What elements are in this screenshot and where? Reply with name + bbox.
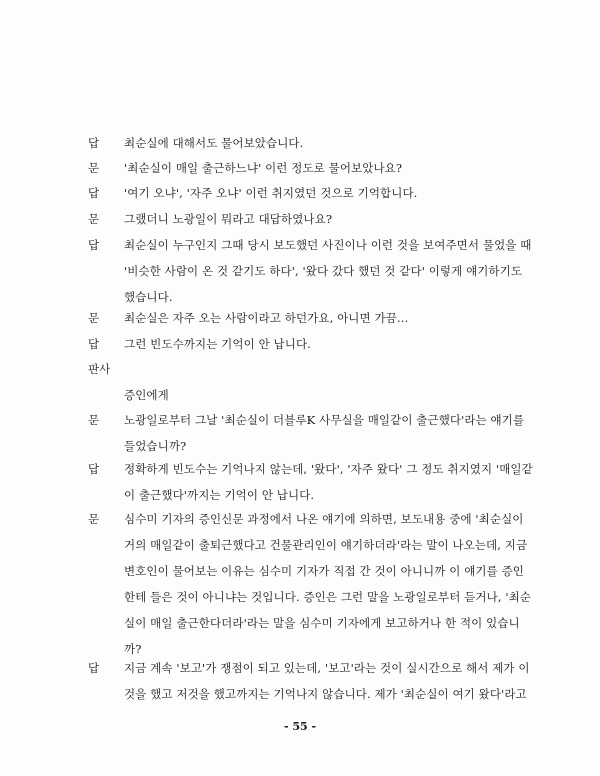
text-line: '최순실이 매일 출근하느냐' 이런 정도로 물어보았나요? [124, 161, 403, 175]
speaker-label: 답 [88, 462, 100, 476]
text-line: 심수미 기자의 증인신문 과정에서 나온 얘기에 의하면, 보도내용 중에 '최순실이 [124, 512, 524, 526]
speaker-label: 문 [88, 512, 100, 526]
text-line: 증인에게 [124, 388, 169, 402]
entry-text [124, 130, 528, 156]
speaker-label: 문 [88, 413, 100, 427]
text-line: 최순실은 자주 오는 사람이라고 하던가요, 아니면 가끔… [124, 311, 409, 325]
entry-text [124, 232, 532, 310]
speaker-label: 문 [88, 311, 100, 325]
text-line: 했습니다. [124, 290, 173, 304]
entry-text [124, 407, 528, 459]
entry-text [124, 456, 533, 508]
entry-text [124, 155, 528, 181]
text-line: 들었습니까? [124, 439, 187, 453]
speaker-label: 답 [88, 186, 100, 200]
text-line: 이 출근했다'까지는 기억이 안 납니다. [124, 488, 315, 502]
speaker-label: 문 [88, 161, 100, 175]
entry-text [124, 331, 528, 357]
text-line: '비슷한 사람이 온 것 같기도 하다', '왔다 갔다 했던 것 같다' 이렇게 얘기하기도 [124, 264, 523, 278]
entry-text [124, 180, 528, 206]
entry-text [124, 305, 528, 331]
text-line: 것을 했고 저것을 했고까지는 기억나지 않습니다. 제가 '최순실이 여기 왔다'라고 [124, 687, 527, 701]
text-line: 노광일로부터 그날 '최순실이 더블루K 사무실을 매일같이 출근했다'라는 얘기를 [124, 413, 525, 427]
speaker-label: 문 [88, 212, 100, 226]
entry-text [124, 506, 532, 662]
text-line: 지금 계속 '보고'가 쟁점이 되고 있는데, '보고'라는 것이 실시간으로 해서 제가 이 [124, 661, 530, 675]
text-line: 최순실에 대해서도 물어보았습니다. [124, 136, 304, 150]
speaker-label: 답 [88, 661, 100, 675]
entry-text [124, 206, 528, 232]
text-line: 그런 빈도수까지는 기억이 안 납니다. [124, 337, 311, 351]
text-line: 정확하게 빈도수는 기억나지 않는데, '왔다', '자주 왔다' 그 정도 취지였지 '매일같 [124, 462, 533, 476]
text-line: 변호인이 물어보는 이유는 심수미 기자가 직접 간 것이 아니니까 이 얘기를 증인 [124, 564, 524, 578]
text-line: 실이 매일 출근한다더라'라는 말을 심수미 기자에게 보고하거나 한 적이 있습니 [124, 616, 520, 630]
speaker-label: 판사 [88, 362, 111, 376]
text-line: 까? [124, 642, 142, 656]
page-number: - 55 - [283, 720, 317, 733]
entry-text [124, 655, 528, 707]
text-line: 한테 들은 것이 아니냐는 것입니다. 증인은 그런 말을 노광일로부터 듣거나, '최순 [124, 590, 532, 604]
entry-text [124, 382, 528, 408]
speaker-label: 답 [88, 136, 100, 150]
text-line: 거의 매일같이 출퇴근했다고 건물관리인이 얘기하더라'라는 말이 나오는데, 지금 [124, 538, 528, 552]
text-line: '여기 오냐', '자주 오냐' 이런 취지였던 것으로 기억합니다. [124, 186, 418, 200]
text-line: 그랬더니 노광일이 뭐라고 대답하였나요? [124, 212, 333, 226]
speaker-label: 답 [88, 238, 100, 252]
text-line: 최순실이 누구인지 그때 당시 보도했던 사진이나 이런 것을 보여주면서 물었을 때 [124, 238, 532, 252]
speaker-label: 답 [88, 337, 100, 351]
